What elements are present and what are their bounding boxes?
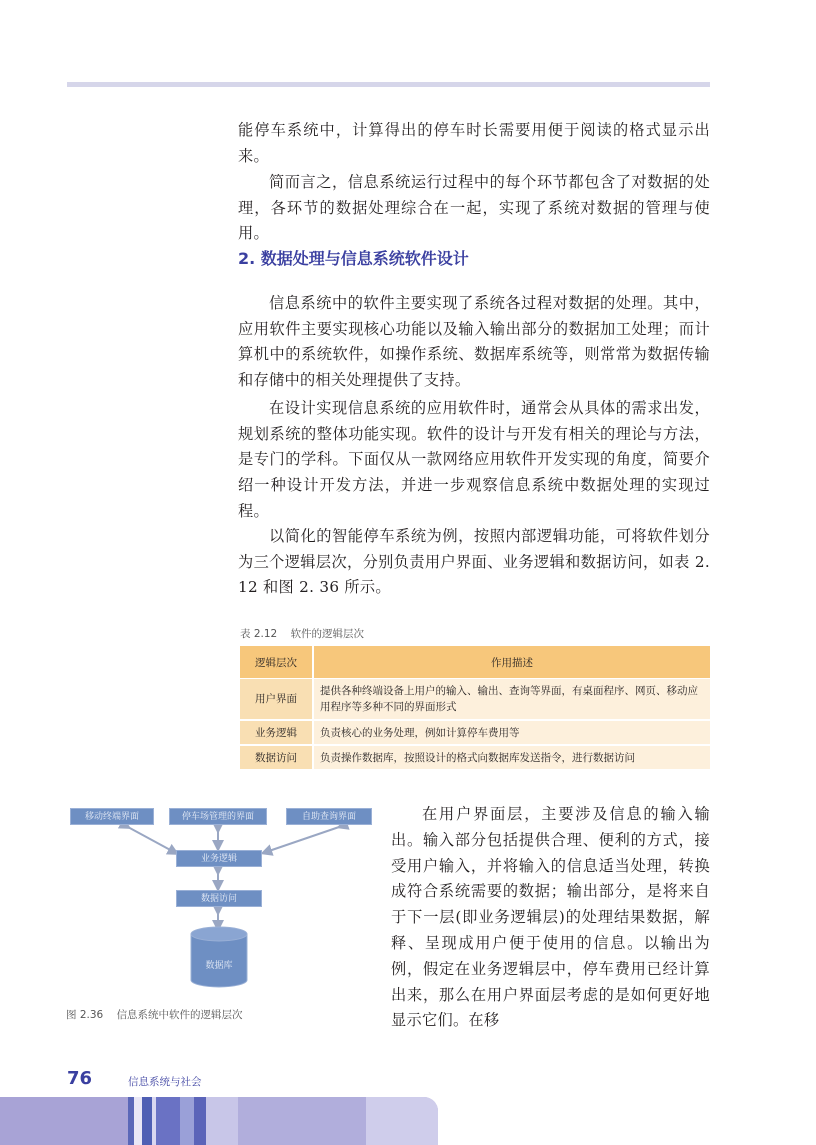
figure-caption-number: 图 2.36 (66, 1009, 104, 1021)
footer-book-title: 信息系统与社会 (128, 1076, 202, 1088)
logic-layers-table (240, 646, 710, 771)
paragraph-parking-example: 以简化的智能停车系统为例，按照内部逻辑功能，可将软件划分为三个逻辑层次，分别负责用户界面、业务逻辑和数据访问，如表 2. 12 和图 2. 36 所示。 (238, 527, 710, 597)
data-access-box: 数据访问 (176, 890, 262, 907)
paragraph-ui-layer: 在用户界面层，主要涉及信息的输入输出。输入部分包括提供合理、便利的方式，接受用户输入，并将输入的信息适当处理，转换成符合系统需要的数据；输出部分，是将来自于下一层(即业务逻辑层)的处理结果数据，解释、呈现成用户便于使用的信息。以输出为例，假定在业务逻辑层中，停车费用已经计算出来，那么在用户界面层考虑的是如何更好地显示它们。在移 (391, 805, 710, 1030)
table-header-layer: 逻辑层次 (240, 646, 313, 679)
table-cell-description: 负责核心的业务处理，例如计算停车费用等 (313, 720, 710, 745)
table-row (240, 720, 710, 745)
table-cell-layer: 业务逻辑 (240, 720, 313, 745)
table-cell-layer: 用户界面 (240, 679, 313, 721)
footer-decorative-band (0, 1097, 438, 1145)
logic-layers-figure (66, 800, 376, 1000)
table-cell-layer: 数据访问 (240, 745, 313, 770)
header-rule (67, 82, 710, 87)
figure-caption-title: 信息系统中软件的逻辑层次 (116, 1009, 243, 1021)
table-row (240, 745, 710, 770)
table-row (240, 679, 710, 721)
figure-caption (66, 1007, 253, 1022)
table-caption-number: 表 2.12 (240, 628, 278, 640)
table-caption-title: 软件的逻辑层次 (290, 628, 365, 640)
table-caption (240, 626, 374, 641)
database-label: 数据库 (205, 961, 233, 971)
page-number: 76 (67, 1068, 93, 1089)
self-query-box: 自助查询界面 (286, 808, 372, 825)
table-header-description: 作用描述 (313, 646, 710, 679)
paragraph-design-method: 在设计实现信息系统的应用软件时，通常会从具体的需求出发，规划系统的整体功能实现。软件的设计与开发有相关的理论与方法，是专门的学科。下面仅从一款网络应用软件开发实现的角度，简要介绍一种设计开发方法，并进一步观察信息系统中数据处理的实现过程。 (238, 399, 710, 520)
table-cell-description: 负责操作数据库，按照设计的格式向数据库发送指令，进行数据访问 (313, 745, 710, 770)
parking-management-box: 停车场管理的界面 (169, 808, 267, 825)
section-heading: 2. 数据处理与信息系统软件设计 (238, 249, 469, 268)
mobile-terminal-box: 移动终端界面 (70, 808, 154, 825)
paragraph-software-role: 信息系统中的软件主要实现了系统各过程对数据的处理。其中，应用软件主要实现核心功能以及输入输出部分的数据加工处理；而计算机中的系统软件，如操作系统、数据库系统等，则常常为数据传输和存储中的相关处理提供了支持。 (238, 294, 710, 390)
table-cell-description: 提供各种终端设备上用户的输入、输出、查询等界面，有桌面程序、网页、移动应用程序等多种不同的界面形式 (313, 679, 710, 721)
business-logic-box: 业务逻辑 (176, 850, 262, 867)
table-header-row (240, 646, 710, 679)
paragraph-summary: 简而言之，信息系统运行过程中的每个环节都包含了对数据的处理，各环节的数据处理综合在一起，实现了系统对数据的管理与使用。 (238, 173, 710, 243)
paragraph-continued: 能停车系统中，计算得出的停车时长需要用便于阅读的格式显示出来。 (238, 121, 710, 165)
